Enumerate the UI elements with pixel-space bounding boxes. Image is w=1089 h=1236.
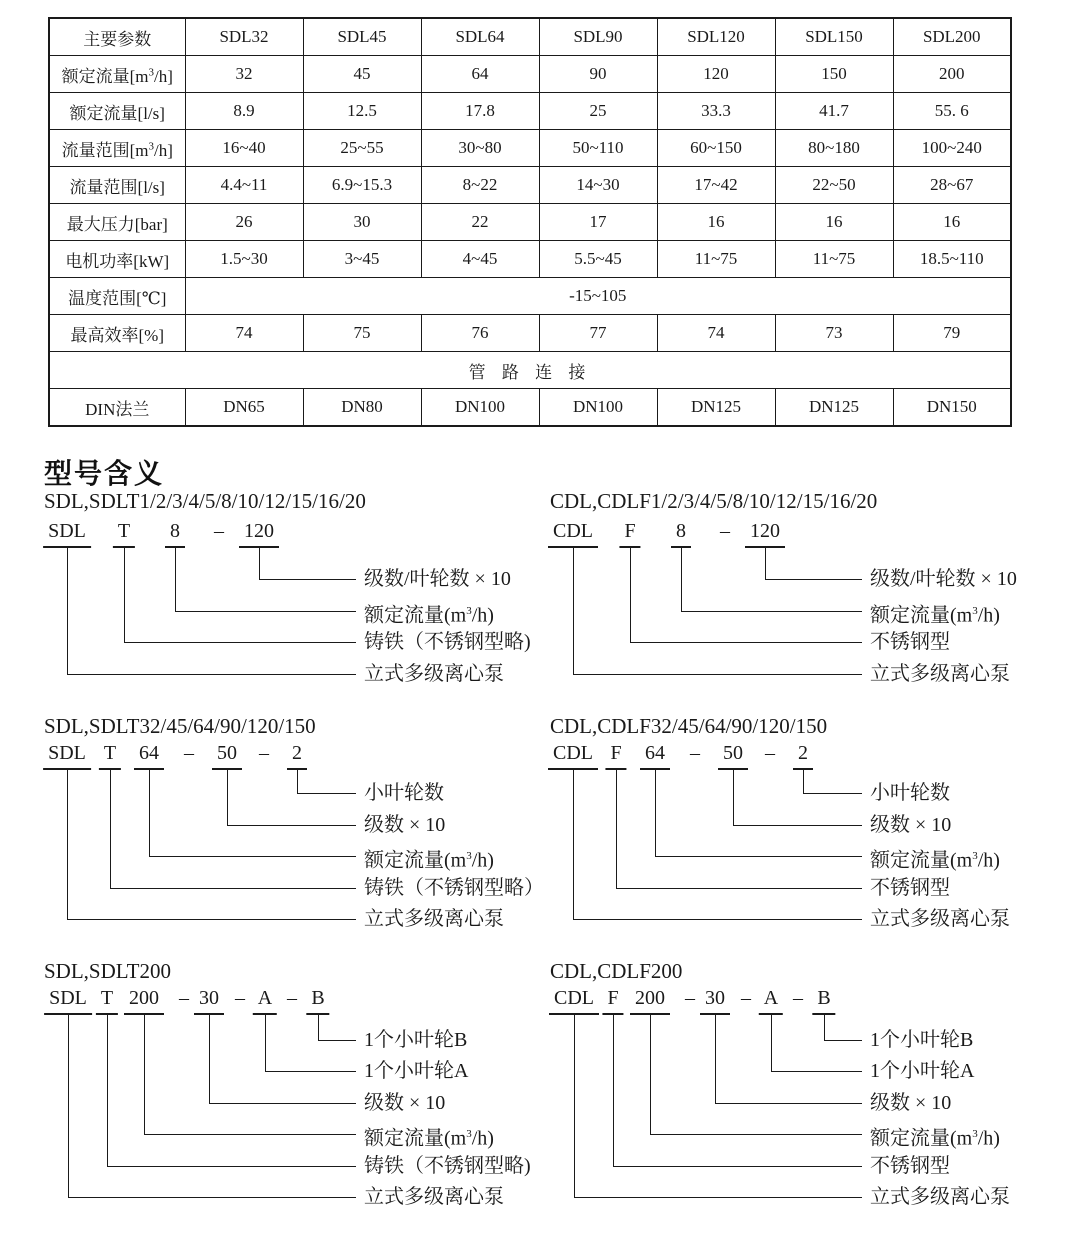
diagram-label: 额定流量$(m^3/h)$ [364,604,494,627]
diagram-label: 铸铁（不锈钢型略) [364,631,531,654]
diagram-label: 级数 × 10 [870,813,952,836]
spec-value: 26 [185,204,303,241]
model-header: SDL32 [185,18,303,56]
spec-value: 120 [657,56,775,93]
model-token: SDL [43,741,91,770]
table-row [49,315,1011,352]
model-token: 200 [630,986,670,1015]
spec-value: DN150 [893,389,1011,427]
leader-line [574,1015,862,1198]
table-row [49,167,1011,204]
model-token-dash: – [179,987,189,1009]
spec-value: DN125 [775,389,893,427]
spec-value: 75 [303,315,421,352]
param-header: 主要参数 [49,18,185,56]
diagram-label: 级数/叶轮数 × 10 [870,568,1017,590]
table-row [49,93,1011,130]
spec-value: DN100 [539,389,657,427]
diagram-label: 立式多级离心泵 [870,1186,1010,1208]
model-token-dash: – [259,742,269,764]
param-label: 最高效率[%] [49,315,185,352]
diagram-label: 立式多级离心泵 [364,663,504,686]
spec-value: DN100 [421,389,539,427]
model-token: A [759,986,783,1015]
spec-value: 100~240 [893,130,1011,167]
model-token-dash: – [184,742,194,764]
model-token-dash: – [235,987,245,1009]
model-token-dash: – [214,520,224,542]
model-diagram-sdl-mid [44,713,564,943]
model-token: 120 [745,519,785,548]
model-token: 50 [212,741,242,770]
model-token: A [253,986,277,1015]
merged-value: -15~105 [185,278,1011,315]
spec-value: 16 [893,204,1011,241]
superscript: 3 [148,139,154,152]
model-token: CDL [548,519,598,548]
diagram-label: 额定流量$(m^3/h)$ [364,1127,494,1150]
superscript: 3 [466,850,472,862]
model-token: 120 [239,519,279,548]
spec-value: 200 [893,56,1011,93]
spec-value: 45 [303,56,421,93]
model-diagram-cdl-small [550,488,1070,698]
spec-value: 73 [775,315,893,352]
model-token-dash: – [741,987,751,1009]
model-token-dash: – [690,742,700,764]
diagram-label: 立式多级离心泵 [364,908,504,930]
diagram-label: 立式多级离心泵 [870,908,1010,930]
spec-value: 8.9 [185,93,303,130]
diagram-label: 1个小叶轮A [870,1060,975,1083]
spec-value: 12.5 [303,93,421,130]
spec-value: 17.8 [421,93,539,130]
spec-value: 41.7 [775,93,893,130]
model-token: F [602,986,623,1015]
model-header: SDL64 [421,18,539,56]
diagram-label: 立式多级离心泵 [870,663,1010,686]
spec-value: 16~40 [185,130,303,167]
param-label: 流量范围$[m^3/h]$ [49,130,185,167]
diagram-label: 级数 × 10 [364,813,446,836]
diagram-label: 额定流量$(m^3/h)$ [870,1127,1000,1150]
spec-value: 50~110 [539,130,657,167]
spec-value: 4~45 [421,241,539,278]
spec-value: 55. 6 [893,93,1011,130]
diagram-label: 级数 × 10 [870,1091,952,1114]
model-header: SDL120 [657,18,775,56]
leader-line [67,548,356,675]
model-token: 64 [640,741,670,770]
model-token: 30 [700,986,730,1015]
spec-value: 4.4~11 [185,167,303,204]
spec-value: 60~150 [657,130,775,167]
model-diagram-cdl-mid [550,713,1070,943]
spec-value: 11~75 [657,241,775,278]
diagram-label: 立式多级离心泵 [364,1186,504,1208]
leader-line [67,770,356,920]
param-label: 温度范围[℃] [49,278,185,315]
spec-table [48,17,1012,427]
model-token-dash: – [765,742,775,764]
param-label: 流量范围[l/s] [49,167,185,204]
leader-line [573,548,862,675]
spec-value: 30~80 [421,130,539,167]
spec-value: 150 [775,56,893,93]
diagram-subtitle: SDL,SDLT32/45/64/90/120/150 [44,714,316,738]
spec-value: 74 [657,315,775,352]
superscript: 3 [466,1128,472,1141]
diagram-label: 小叶轮数 [364,782,444,804]
spec-value: 16 [775,204,893,241]
spec-value: 90 [539,56,657,93]
model-diagram-cdl-200 [550,958,1070,1221]
model-token-dash: – [720,520,730,542]
spec-value: 11~75 [775,241,893,278]
diagram-label: 不锈钢型 [870,631,950,654]
model-token: 30 [194,986,224,1015]
spec-value: 76 [421,315,539,352]
spec-value: 79 [893,315,1011,352]
model-token: 2 [287,741,307,770]
diagram-label: 不锈钢型 [870,1154,950,1177]
superscript: 3 [148,65,154,78]
diagram-subtitle: CDL,CDLF32/45/64/90/120/150 [550,714,828,738]
diagram-label: 级数/叶轮数 × 10 [364,568,511,590]
spec-value: 77 [539,315,657,352]
spec-value: 18.5~110 [893,241,1011,278]
section-title: 型号含义 [44,458,165,489]
diagram-label: 小叶轮数 [870,782,950,804]
table-row [49,56,1011,93]
diagram-label: 铸铁（不锈钢型略） [364,876,544,899]
model-header: SDL45 [303,18,421,56]
diagram-label: 额定流量$(m^3/h)$ [870,604,1000,627]
model-token: B [812,986,835,1015]
spec-value: 30 [303,204,421,241]
superscript: 3 [972,1128,978,1141]
spec-value: DN65 [185,389,303,427]
superscript: 3 [972,850,978,862]
spec-value: 1.5~30 [185,241,303,278]
spec-value: 3~45 [303,241,421,278]
spec-value: 28~67 [893,167,1011,204]
spec-value: DN80 [303,389,421,427]
spec-value: DN125 [657,389,775,427]
spec-value: 74 [185,315,303,352]
spec-value: 8~22 [421,167,539,204]
model-token: 50 [718,741,748,770]
diagram-label: 额定流量$(m^3/h)$ [870,849,1000,872]
superscript: 3 [466,604,472,617]
model-token-dash: – [793,987,803,1009]
model-diagram-sdl-small [44,488,564,698]
param-label: 电机功率[kW] [49,241,185,278]
model-header: SDL150 [775,18,893,56]
table-row [49,130,1011,167]
diagram-label: 铸铁（不锈钢型略) [364,1154,531,1177]
model-token: 200 [124,986,164,1015]
param-label: 额定流量[l/s] [49,93,185,130]
spec-value: 22~50 [775,167,893,204]
model-token: 8 [165,519,185,548]
leader-line [68,1015,356,1198]
spec-value: 14~30 [539,167,657,204]
model-token: 8 [671,519,691,548]
model-token: 64 [134,741,164,770]
diagram-subtitle: SDL,SDLT1/2/3/4/5/8/10/12/15/16/20 [44,489,366,513]
param-label: 额定流量$[m^3/h]$ [49,56,185,93]
model-token-dash: – [685,987,695,1009]
spec-value: 32 [185,56,303,93]
spec-value: 17 [539,204,657,241]
spec-value: 64 [421,56,539,93]
diagram-label: 不锈钢型 [870,876,950,899]
table-row [49,352,1011,389]
model-header: SDL90 [539,18,657,56]
table-row [49,278,1011,315]
spec-value: 25 [539,93,657,130]
leader-line [573,770,862,920]
diagram-subtitle: CDL,CDLF200 [550,959,683,983]
table-row [49,389,1011,427]
param-label: 最大压力[bar] [49,204,185,241]
diagram-label: 1个小叶轮B [870,1029,974,1051]
model-token: B [306,986,329,1015]
model-token: F [605,741,626,770]
diagram-label: 1个小叶轮B [364,1029,468,1051]
model-token-dash: – [287,987,297,1009]
spec-value: 17~42 [657,167,775,204]
spec-value: 22 [421,204,539,241]
model-token: CDL [548,741,598,770]
spec-value: 16 [657,204,775,241]
table-header-row [49,18,1011,56]
model-token: SDL [44,986,92,1015]
spec-value: 6.9~15.3 [303,167,421,204]
param-label: DIN法兰 [49,389,185,427]
model-token: CDL [549,986,599,1015]
model-token: SDL [43,519,91,548]
table-row [49,241,1011,278]
diagram-label: 级数 × 10 [364,1091,446,1114]
diagram-label: 1个小叶轮A [364,1060,469,1083]
spec-value: 25~55 [303,130,421,167]
table-row [49,204,1011,241]
spec-value: 80~180 [775,130,893,167]
model-token: T [96,986,118,1015]
spec-value: 5.5~45 [539,241,657,278]
diagram-label: 额定流量$(m^3/h)$ [364,849,494,872]
model-token: 2 [793,741,813,770]
model-diagram-sdl-200 [44,958,564,1221]
superscript: 3 [972,604,978,617]
model-token: T [113,519,135,548]
spec-value: 33.3 [657,93,775,130]
model-token: F [619,519,640,548]
diagram-subtitle: CDL,CDLF1/2/3/4/5/8/10/12/15/16/20 [550,489,878,513]
diagram-subtitle: SDL,SDLT200 [44,959,171,983]
model-token: T [99,741,121,770]
model-header: SDL200 [893,18,1011,56]
section-row-label: 管 路 连 接 [49,352,1011,389]
